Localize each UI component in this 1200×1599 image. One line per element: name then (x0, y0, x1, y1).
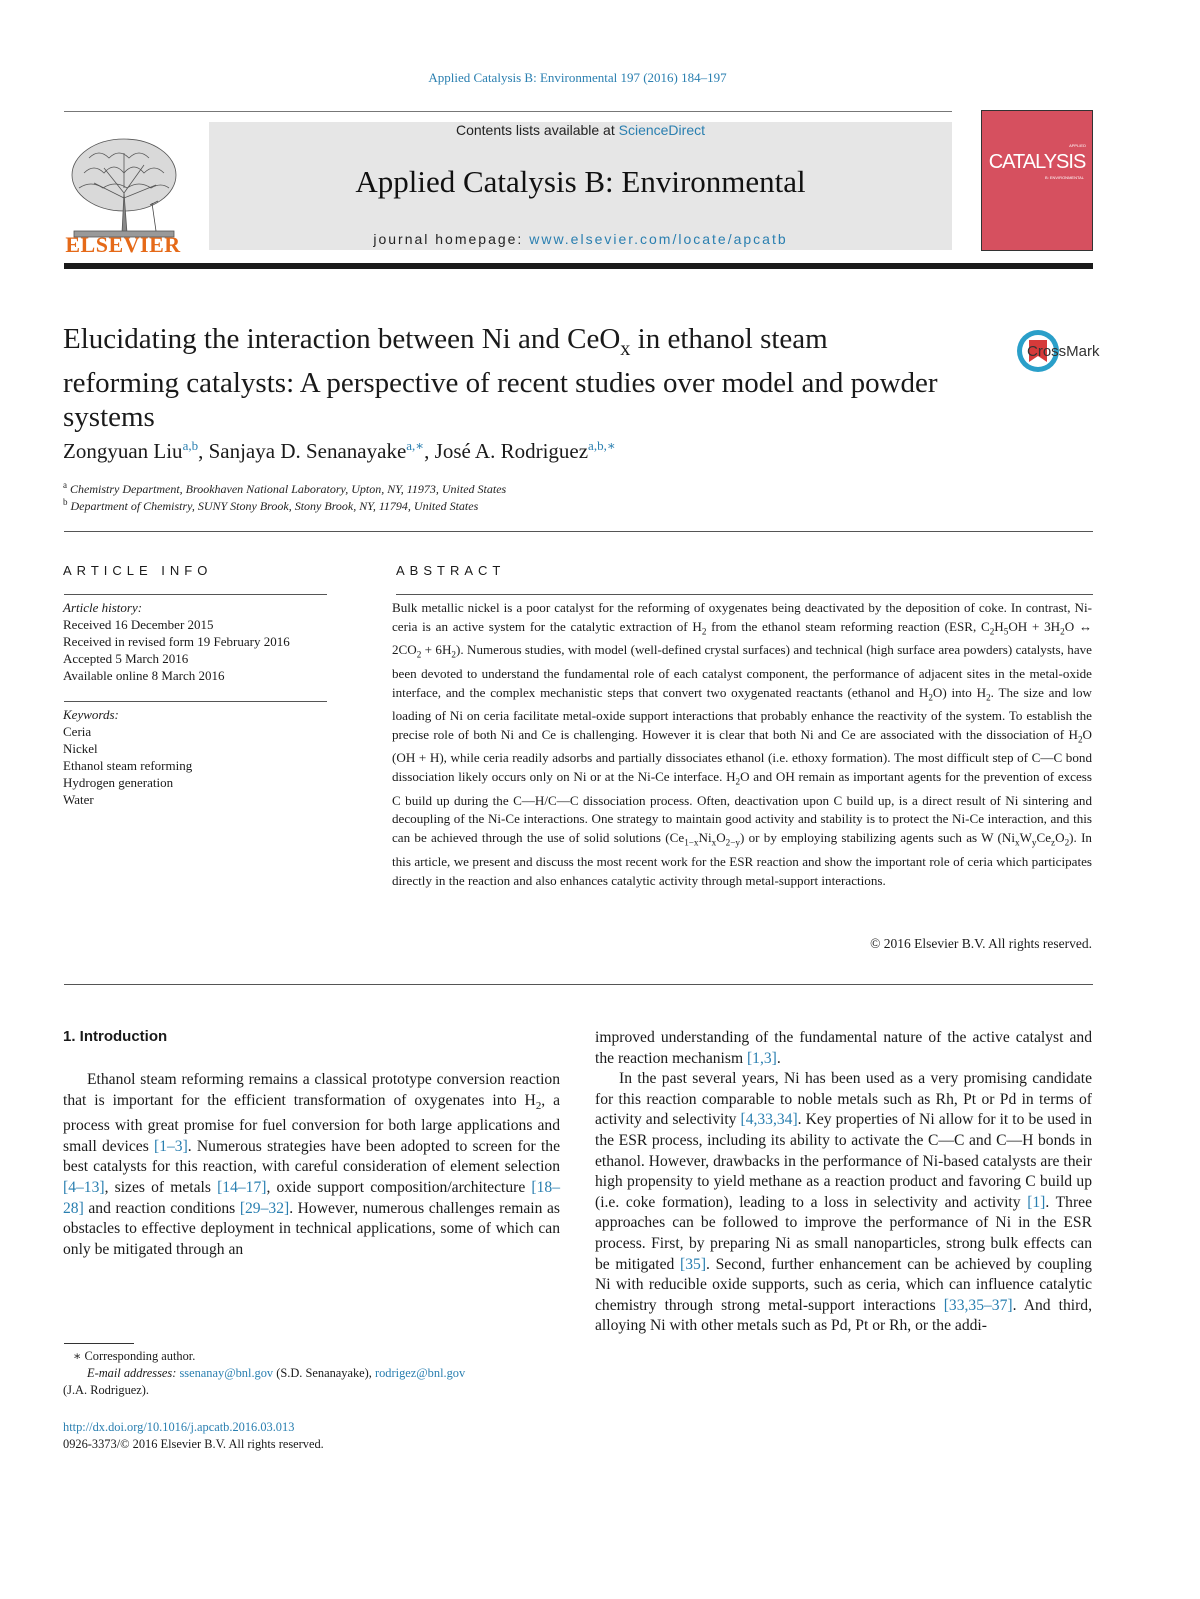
abstract-body: Bulk metallic nickel is a poor catalyst for the reforming of oxygenates being deactivated by the deposition of coke. In contrast, Ni-ceria is an active system for the catalytic extraction of $H_2$ from the ethanol steam reforming reaction (ESR, $C_2H_5OH + 3H_2O$ ↔ $2CO_2 + 6H_2$). Numerous studies, with model (well-defined crystal surfaces) and technical (high surface area powders) catalysts, have been devoted to understand the fundamental role of each catalyst component, the performance of adjacent sites in the metal-oxide interface, and the complex mechanistic steps that convert two oxygenated reactants (ethanol and $H_2O$) into $H_2$. The size and low loading of Ni on ceria facilitate metal-oxide support interactions that probably enhance the reactivity of the system. To establish the precise role of both Ni and Ce is challenging. However it is clear that both Ni and Ce are associated with the dissociation of $H_2O$ (OH + H), while ceria readily adsorbs and partially dissociates ethanol (i.e. ethoxy formation). The most difficult step of C—C bond dissociation likely occurs only on Ni or at the Ni-Ce interface. $H_2O$ and OH remain as important agents for the prevention of excess C build up during the C—H/C—C dissociation process. Often, deactivation upon C build up, is a direct result of Ni sintering and decoupling of the Ni-Ce interactions. One strategy to maintain good activity and stability is to protect the Ni-Ce interaction, and this can be achieved through the use of solid solutions $(Ce_{1-x}Ni_xO_{2-y})$ or by employing stabilizing agents such as W $(Ni_xW_yCe_zO_2)$. In this article, we present and discuss the most recent work for the ESR reaction and show the important role of ceria which participates directly in the reaction and also enhances catalytic activity through metal-support interactions. (392, 600, 1092, 888)
doi-link[interactable]: http://dx.doi.org/10.1016/j.apcatb.2016.03.013 (63, 1420, 295, 1434)
citation-link[interactable]: [4–13] (63, 1179, 105, 1197)
affiliation (63, 480, 506, 497)
article-history (63, 599, 290, 684)
keyword: Ethanol steam reforming (63, 758, 193, 773)
divider-rule (64, 531, 1093, 532)
author-affil-mark[interactable]: a,∗ (406, 438, 425, 453)
cover-small-bottom: B: ENVIRONMENTAL (1044, 175, 1084, 180)
citation-link[interactable]: [29–32] (239, 1199, 290, 1217)
keyword: Nickel (63, 741, 98, 756)
email-owner: (J.A. Rodriguez). (63, 1383, 150, 1397)
email-note (63, 1365, 563, 1382)
intro-column-right (595, 1028, 1092, 1337)
keyword: Water (63, 792, 94, 807)
affiliation (63, 497, 478, 514)
email-link[interactable]: ssenanay@bnl.gov (179, 1366, 274, 1380)
contents-prefix: Contents lists available at (455, 122, 619, 138)
issn-line: 0926-3373/© 2016 Elsevier B.V. All rights reserved. (63, 1437, 324, 1451)
journal-name: Applied Catalysis B: Environmental (355, 164, 806, 199)
email-owner: (S.D. Senanayake), (273, 1366, 375, 1380)
abstract-rule (396, 594, 1093, 595)
intro-paragraph: Ethanol steam reforming remains a classical prototype conversion reaction that is important for the efficient transformation of oxygenates into $H_2$, a process with great promise for fuel conversion for both large applications and small devices [1–3]. Numerous strategies have been adopted to screen for the best catalysts for this reaction, with careful consideration of element selection [4–13], sizes of metals [14–17], oxide support composition/architecture [18–28] and reaction conditions [29–32]. However, numerous challenges remain as obstacles to effective deployment in technical applications, some of which can only be mitigated through an (63, 1071, 561, 1258)
body-divider-rule (64, 984, 1093, 985)
journal-cover-thumbnail (981, 110, 1093, 251)
author-name[interactable]: José A. Rodriguez (434, 439, 589, 463)
keywords-label: Keywords: (63, 707, 119, 722)
title-subscript: x (620, 337, 631, 360)
contents-line (209, 122, 952, 138)
section-heading-introduction: 1. Introduction (63, 1028, 168, 1045)
citation-link[interactable]: [35] (680, 1255, 707, 1273)
email-link[interactable]: rodrigez@bnl.gov (374, 1366, 466, 1380)
corresponding-author-note: ∗ Corresponding author. (73, 1349, 196, 1363)
intro-paragraph: In the past several years, Ni has been used as a very promising candidate for this reaction comparable to noble metals such as Rh, Pt or Pd in terms of activity and selectivity [4,33,34]. Key properties of Ni allow for it to be used in the ESR process, including its ability to activate the C—C and C—H bonds in ethanol. However, drawbacks in the performance of Ni-based catalysts are their high propensity to yield methane as a reaction product and favoring C build up (i.e. coke formation), leading to a loss in selectivity and activity [1]. Three approaches can be followed to improve the performance of Ni in the ESR process. First, by preparing Ni as small nanoparticles, strong bulk effects can be mitigated [35]. Second, further enhancement can be achieved by coupling Ni with reducible oxide supports, such as ceria, which can influence catalytic chemistry through strong metal-support interactions [33,35–37]. And third, alloying Ni with other metals such as Pd, Pt or Rh, or the addi- (595, 1070, 1093, 1335)
citation-link[interactable]: [33,35–37] (943, 1296, 1013, 1314)
masthead-thick-rule (64, 263, 1093, 269)
cover-small-top: APPLIED (1069, 143, 1086, 148)
article-info-rule (64, 594, 327, 595)
history-item: Available online 8 March 2016 (63, 668, 225, 683)
history-label: Article history: (63, 600, 143, 615)
author-affil-mark[interactable]: a,b (182, 438, 199, 453)
article-info-heading: ARTICLE INFO (63, 563, 213, 578)
keywords (63, 706, 192, 808)
author-name[interactable]: Sanjaya D. Senanayake (208, 439, 407, 463)
citation-link[interactable]: [1,3] (746, 1049, 777, 1067)
homepage-line (209, 231, 952, 247)
author-name[interactable]: Zongyuan Liu (63, 439, 183, 463)
history-item: Received in revised form 19 February 2016 (63, 634, 290, 649)
citation-link[interactable]: [4,33,34] (740, 1111, 798, 1129)
citation-link[interactable]: [14–17] (217, 1179, 267, 1197)
author-affil-mark[interactable]: a,b,∗ (588, 438, 616, 453)
cover-title: CATALYSIS (988, 151, 1086, 173)
citation-link[interactable]: [18–28] (63, 1179, 561, 1217)
sciencedirect-link[interactable]: ScienceDirect (618, 122, 705, 138)
keyword: Hydrogen generation (63, 775, 174, 790)
affiliation-mark: a (63, 480, 67, 490)
journal-citation[interactable]: Applied Catalysis B: Environmental 197 (2016) 184–197 (428, 70, 727, 85)
history-item: Accepted 5 March 2016 (63, 651, 189, 666)
journal-homepage-link[interactable]: www.elsevier.com/locate/apcatb (529, 231, 788, 247)
affiliation-mark: b (63, 497, 68, 507)
intro-column-left (63, 1070, 560, 1260)
email-label: E-mail addresses: (87, 1366, 180, 1380)
citation-link[interactable]: [1] (1027, 1193, 1046, 1211)
author-list: Zongyuan Liu$^{a,b}$, Sanjaya D. Senanayake$^{a,∗}$, José A. Rodriguez$^{a,b,∗}$ (63, 438, 616, 463)
affiliation-text: Chemistry Department, Brookhaven National Laboratory, Upton, NY, 11973, United States (70, 482, 507, 496)
homepage-prefix: journal homepage: (373, 231, 530, 247)
intro-paragraph: improved understanding of the fundamental nature of the active catalyst and the reaction mechanism [1,3]. (595, 1029, 1092, 1067)
footnotes (63, 1348, 563, 1399)
title-part2: in ethanol steam reforming catalysts: A perspective of recent studies over model and powder systems (63, 323, 938, 433)
keywords-rule (64, 701, 327, 702)
affiliation-text: Department of Chemistry, SUNY Stony Brook, Stony Brook, NY, 11794, United States (70, 499, 479, 513)
crossmark-label[interactable]: CrossMark (1027, 343, 1100, 360)
article-title (63, 322, 943, 434)
title-part1: Elucidating the interaction between Ni and CeO (63, 323, 621, 355)
abstract-copyright: © 2016 Elsevier B.V. All rights reserved. (870, 936, 1092, 951)
elsevier-wordmark: ELSEVIER (65, 232, 181, 257)
header-rule (64, 111, 952, 112)
abstract-heading: ABSTRACT (396, 563, 506, 578)
history-item: Received 16 December 2015 (63, 617, 214, 632)
citation-link[interactable]: [1–3] (154, 1137, 188, 1155)
keyword: Ceria (63, 724, 92, 739)
footnote-rule (64, 1343, 134, 1344)
